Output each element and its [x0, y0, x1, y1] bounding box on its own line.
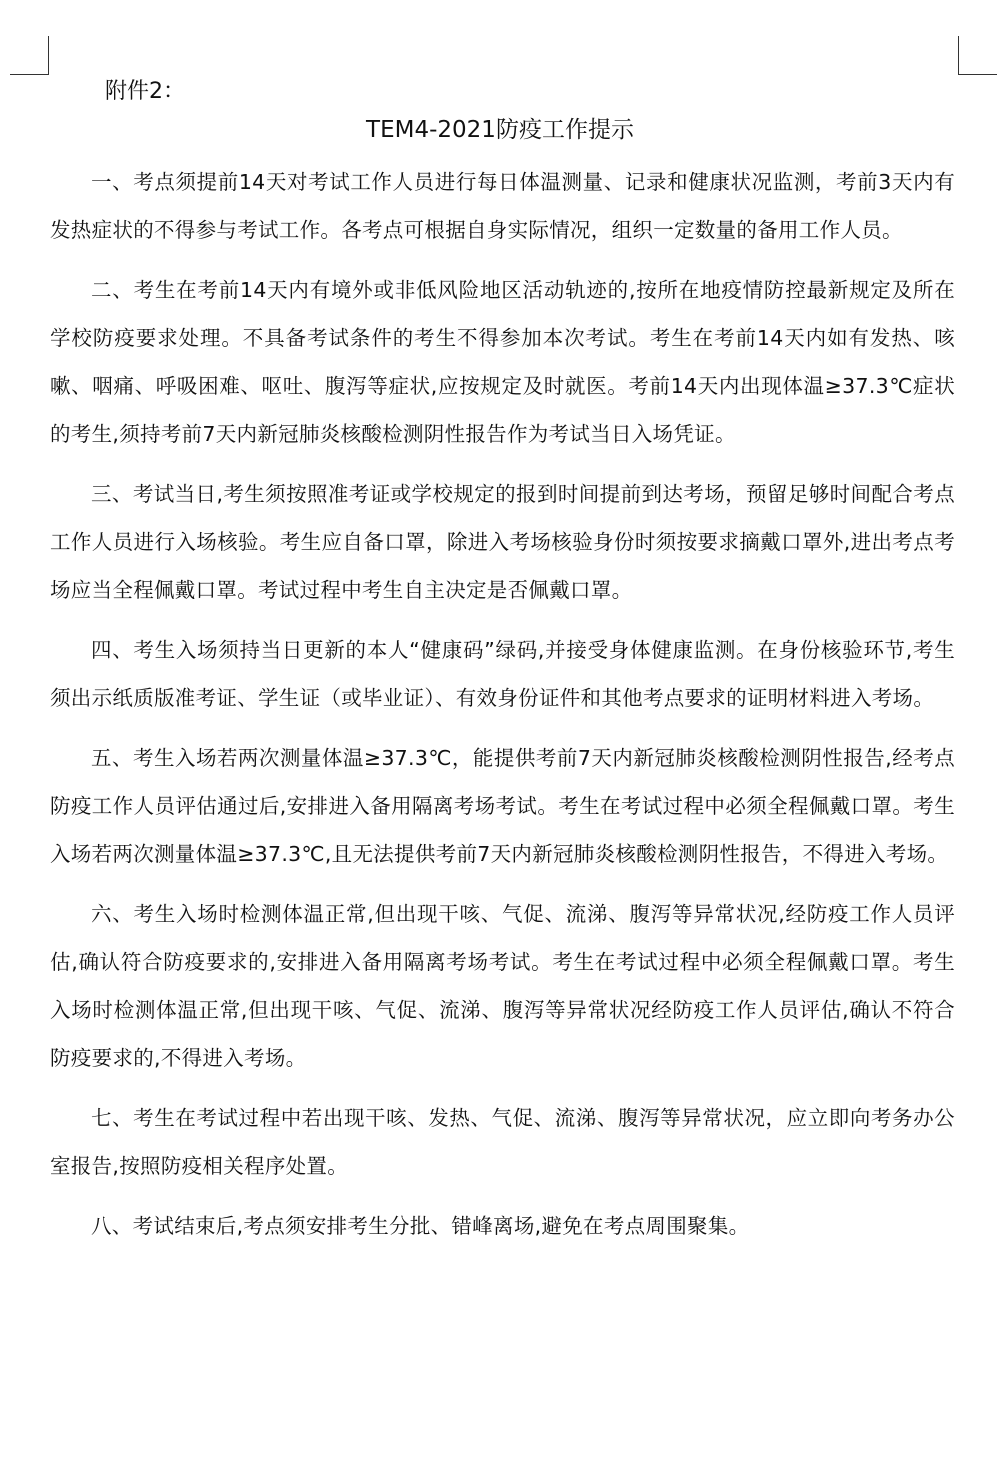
paragraph-4: 四、考生入场须持当日更新的本人“健康码”绿码,并接受身体健康监测。在身份核验环节,考生须出示纸质版准考证、学生证（或毕业证）、有效身份证件和其他考点要求的证明材料进入考场。 [50, 638, 955, 710]
paragraph-1: 一、考点须提前14天对考试工作人员进行每日体温测量、记录和健康状况监测，考前3天内有发热症状的不得参与考试工作。各考点可根据自身实际情况，组织一定数量的备用工作人员。 [50, 170, 955, 242]
attachment-label: 附件2： [105, 79, 185, 104]
document-body [50, 158, 955, 1262]
document-title: TEM4-2021防疫工作提示 [366, 117, 634, 143]
crop-mark-top-right [958, 36, 997, 75]
paragraph-3: 三、考试当日,考生须按照准考证或学校规定的报到时间提前到达考场，预留足够时间配合考点工作人员进行入场核验。考生应自备口罩，除进入考场核验身份时须按要求摘戴口罩外,进出考点考场应当全程佩戴口罩。考试过程中考生自主决定是否佩戴口罩。 [50, 482, 955, 602]
paragraph-5: 五、考生入场若两次测量体温≥37.3℃，能提供考前7天内新冠肺炎核酸检测阴性报告,经考点防疫工作人员评估通过后,安排进入备用隔离考场考试。考生在考试过程中必须全程佩戴口罩。考生入场若两次测量体温≥37.3℃,且无法提供考前7天内新冠肺炎核酸检测阴性报告，不得进入考场。 [50, 746, 955, 866]
paragraph-8: 八、考试结束后,考点须安排考生分批、错峰离场,避免在考点周围聚集。 [91, 1214, 750, 1238]
paragraph-6: 六、考生入场时检测体温正常,但出现干咳、气促、流涕、腹泻等异常状况,经防疫工作人员评估,确认符合防疫要求的,安排进入备用隔离考场考试。考生在考试过程中必须全程佩戴口罩。考生入场时检测体温正常,但出现干咳、气促、流涕、腹泻等异常状况经防疫工作人员评估,确认不符合防疫要求的,不得进入考场。 [50, 902, 955, 1070]
crop-mark-top-left [10, 36, 49, 75]
paragraph-2: 二、考生在考前14天内有境外或非低风险地区活动轨迹的,按所在地疫情防控最新规定及所在学校防疫要求处理。不具备考试条件的考生不得参加本次考试。考生在考前14天内如有发热、咳嗽、咽痛、呼吸困难、呕吐、腹泻等症状,应按规定及时就医。考前14天内出现体温≥37.3℃症状的考生,须持考前7天内新冠肺炎核酸检测阴性报告作为考试当日入场凭证。 [50, 278, 955, 446]
paragraph-7: 七、考生在考试过程中若出现干咳、发热、气促、流涕、腹泻等异常状况，应立即向考务办公室报告,按照防疫相关程序处置。 [50, 1106, 955, 1178]
